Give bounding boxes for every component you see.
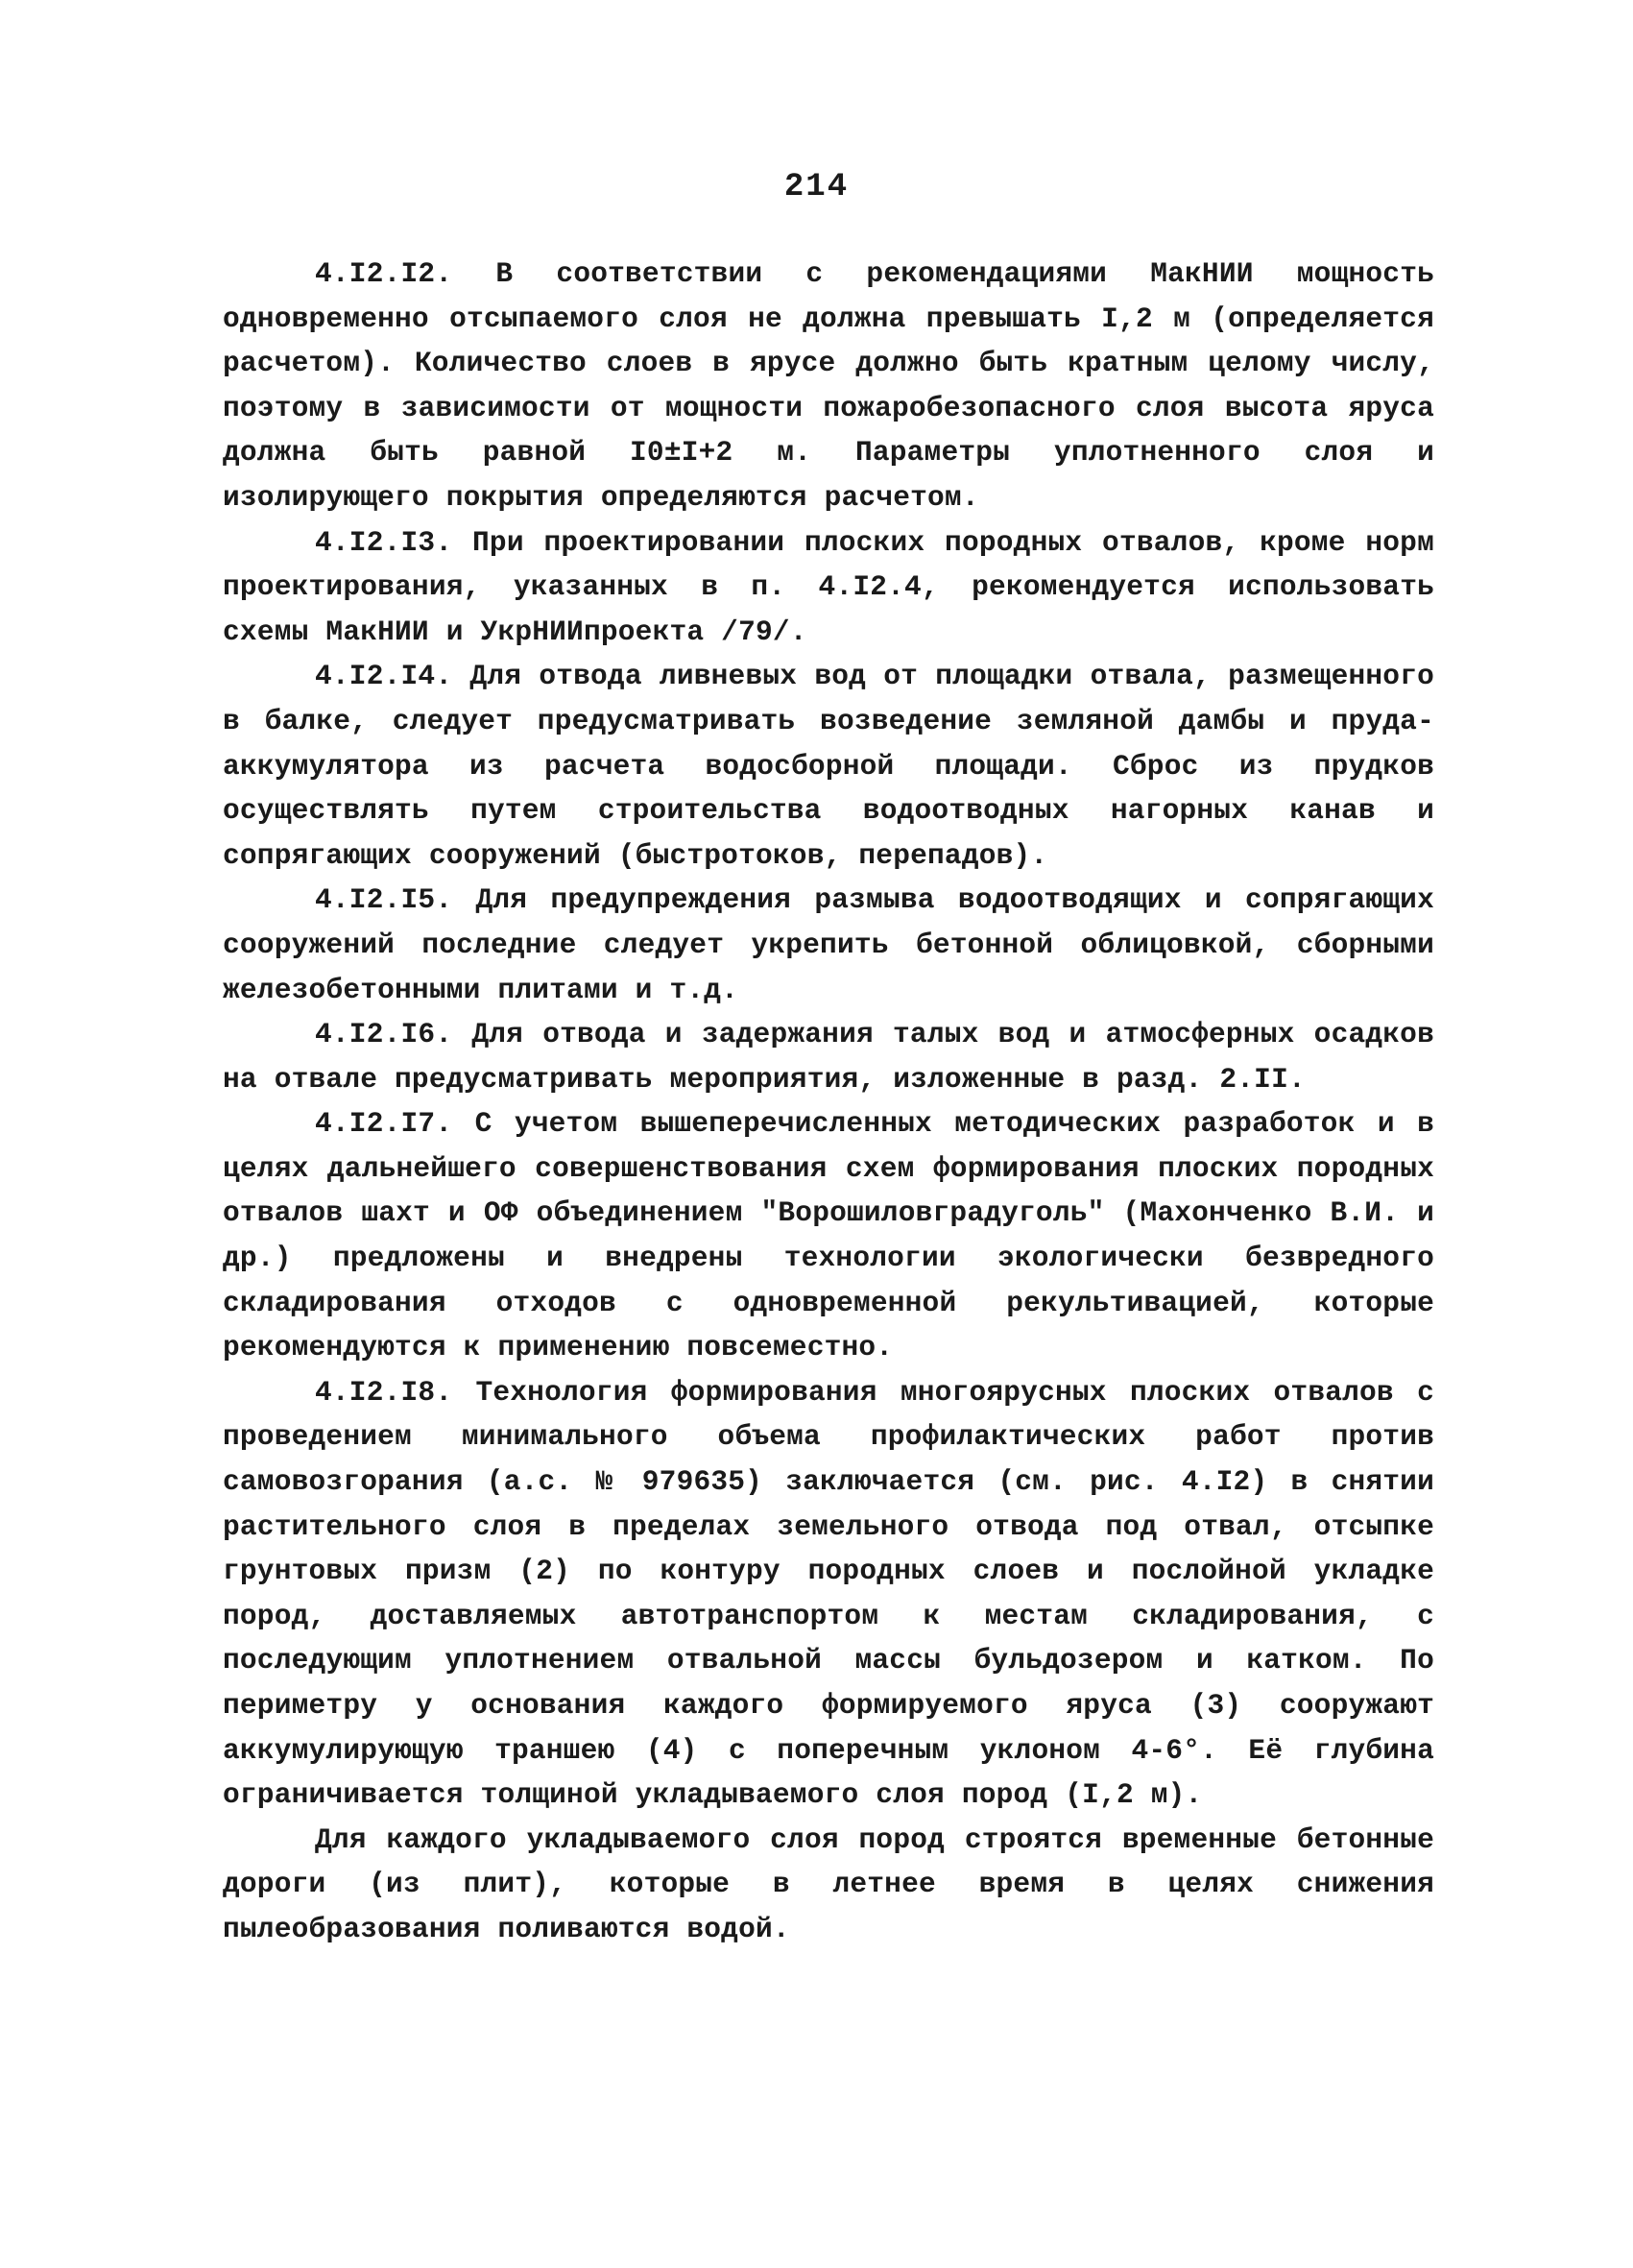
paragraph-4-12-16: 4.I2.I6. Для отвода и задержания талых вод и атмосферных осадков на отвале предусматривать мероприятия, изложенные в разд. 2.II.	[223, 1018, 1434, 1096]
paragraph-4-12-12: 4.I2.I2. В соответствии с рекомендациями МакНИИ мощность одновременно отсыпаемого слоя не должна превышать I,2 м (определяется расчетом). Количество слоев в ярусе должно быть кратным целому числу, поэтому в зависимости от мощности пожаробезопасного слоя высота яруса должна быть равной I0±I+2 м. Параметры уплотненного слоя и изолирующего покрытия определяются расчетом.	[223, 257, 1434, 514]
paragraph-4-12-17: 4.I2.I7. С учетом вышеперечисленных методических разработок и в целях дальнейшего совершенствования схем формирования плоских породных отвалов шахт и ОФ объединением "Ворошиловградуголь" (Махонченко В.И. и др.) предложены и внедрены технологии экологически безвредного складирования отходов с одновременной рекультивацией, которые рекомендуются к применению повсеместно.	[223, 1107, 1434, 1364]
paragraph-4-12-15: 4.I2.I5. Для предупреждения размыва водоотводящих и сопрягающих сооружений последние следует укрепить бетонной облицовкой, сборными железобетонными плитами и т.д.	[223, 883, 1434, 1006]
page-number: 214	[783, 169, 850, 205]
paragraph-4-12-14: 4.I2.I4. Для отвода ливневых вод от площадки отвала, размещенного в балке, следует предусматривать возведение земляной дамбы и пруда-аккумулятора из расчета водосборной площади. Сброс из прудков осуществлять путем строительства водоотводных нагорных канав и сопрягающих сооружений (быстротоков, перепадов).	[223, 660, 1434, 872]
body-text	[223, 252, 1434, 1952]
paragraph-4-12-13: 4.I2.I3. При проектировании плоских породных отвалов, кроме норм проектирования, указанных в п. 4.I2.4, рекомендуется использовать схемы МакНИИ и УкрНИИпроекта /79/.	[223, 525, 1434, 648]
paragraph-roads: Для каждого укладываемого слоя пород строятся временные бетонные дороги (из плит), которые в летнее время в целях снижения пылеобразования поливаются водой.	[223, 1822, 1434, 1945]
paragraph-4-12-18: 4.I2.I8. Технология формирования многоярусных плоских отвалов с проведением минимального объема профилактических работ против самовозгорания (а.с. № 979635) заключается (см. рис. 4.I2) в снятии растительного слоя в пределах земельного отвода под отвал, отсыпке грунтовых призм (2) по контуру породных слоев и послойной укладке пород, доставляемых автотранспортом к местам складирования, с последующим уплотнением отвальной массы бульдозером и катком. По периметру у основания каждого формируемого яруса (3) сооружают аккумулирующую траншею (4) с поперечным уклоном 4-6°. Её глубина ограничивается толщиной укладываемого слоя пород (I,2 м).	[223, 1375, 1434, 1812]
